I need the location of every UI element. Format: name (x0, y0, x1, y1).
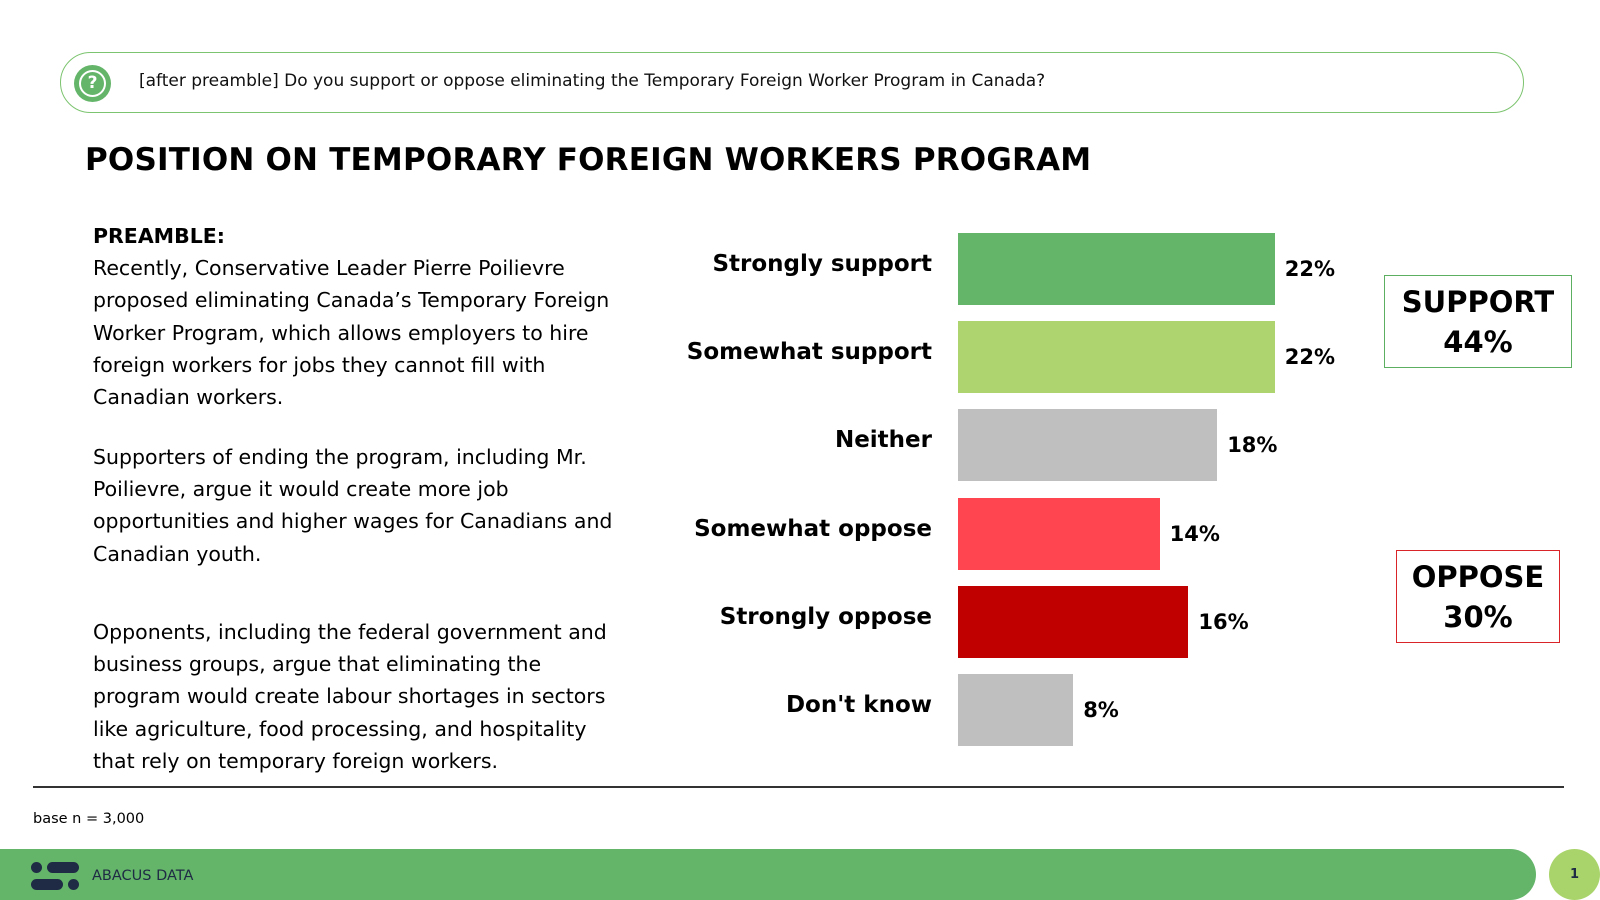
support-summary-label: SUPPORT (1401, 285, 1555, 319)
support-summary-value: 44% (1443, 325, 1513, 359)
bar-4 (958, 586, 1188, 658)
preamble-paragraph-2: Supporters of ending the program, including Mr. Poilievre, argue it would create more job opportunities and higher wages for Canadians and Canadian youth. (93, 445, 613, 566)
oppose-summary-label: OPPOSE (1411, 560, 1545, 594)
oppose-summary-box (1396, 550, 1560, 643)
category-label-4: Strongly oppose (719, 603, 932, 630)
preamble-paragraph-1: Recently, Conservative Leader Pierre Poilievre proposed eliminating Canada’s Temporary Foreign Worker Program, which allows employers to hire foreign workers for jobs they cannot fill with Canadian workers. (93, 256, 610, 410)
bar-1 (958, 321, 1275, 393)
category-label-5: Don't know (785, 692, 932, 718)
footer-band (0, 849, 1536, 900)
oppose-summary-value: 30% (1443, 600, 1513, 634)
category-label-3: Somewhat oppose (694, 515, 932, 542)
value-label-2: 18% (1227, 433, 1278, 458)
bar-3 (958, 498, 1160, 570)
value-label-3: 14% (1169, 521, 1220, 546)
category-label-0: Strongly support (712, 251, 932, 277)
page-title: POSITION ON TEMPORARY FOREIGN WORKERS PROGRAM (85, 142, 1092, 178)
value-label-5: 8% (1083, 698, 1119, 722)
footer-divider (33, 786, 1564, 788)
bar-5 (958, 674, 1073, 746)
page-number-badge: 1 (1549, 849, 1600, 900)
footer-brand: ABACUS DATA (92, 868, 194, 884)
question-text: [after preamble] Do you support or oppose eliminating the Temporary Foreign Worker Program in Canada? (139, 71, 1046, 91)
preamble-paragraph-3: Opponents, including the federal government and business groups, argue that eliminating the program would create labour shortages in sectors like agriculture, food processing, and hospitality that rely on temporary foreign workers. (93, 620, 607, 773)
support-summary-box (1384, 275, 1572, 368)
question-icon: ? (74, 65, 111, 102)
question-banner (60, 52, 1524, 113)
base-note: base n = 3,000 (33, 811, 145, 827)
value-label-1: 22% (1284, 345, 1336, 370)
category-label-2: Neither (834, 427, 932, 454)
category-label-1: Somewhat support (686, 339, 932, 366)
bar-2 (958, 409, 1217, 481)
bar-0 (958, 233, 1275, 305)
value-label-0: 22% (1284, 257, 1336, 281)
value-label-4: 16% (1198, 609, 1249, 634)
preamble-heading: PREAMBLE: (93, 224, 225, 248)
preamble-block (93, 220, 613, 413)
abacus-logo-icon (31, 862, 79, 890)
